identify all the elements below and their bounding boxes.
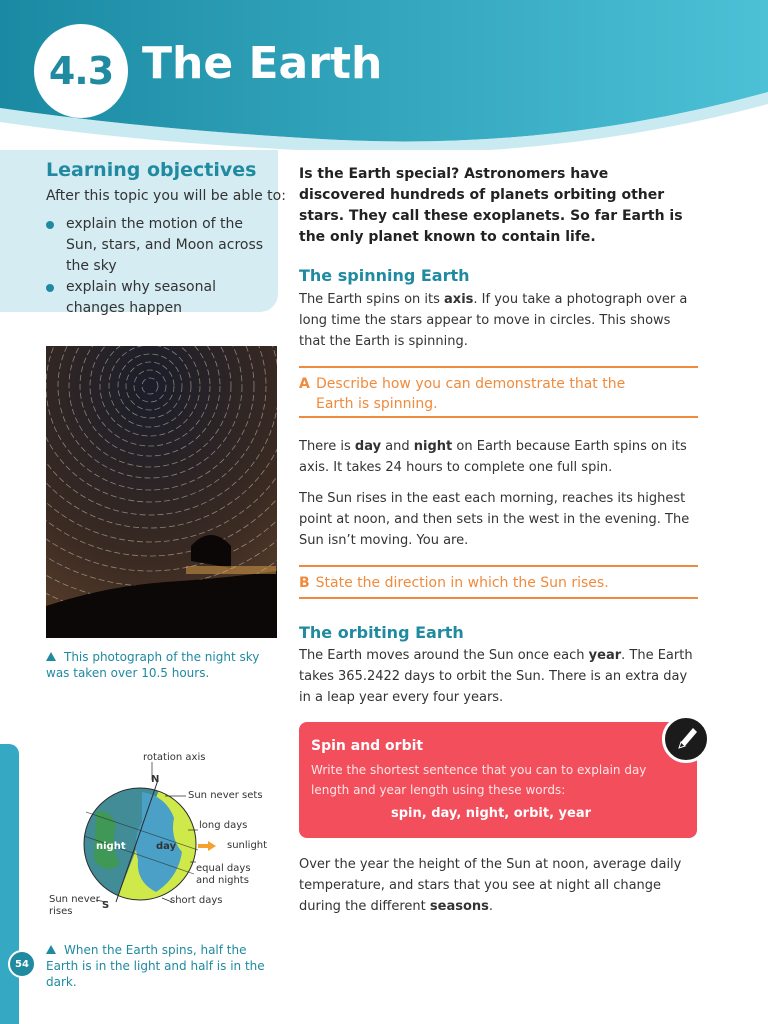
page-number: 54 (8, 950, 36, 978)
objectives-list (46, 214, 271, 319)
label-equal-days: equal days and nights (196, 863, 251, 886)
spinning-heading: The spinning Earth (299, 266, 470, 285)
question-b: B State the direction in which the Sun rises. (299, 565, 698, 599)
label-sun-never-rises: Sun never rises (49, 894, 100, 917)
label-sun-never-sets: Sun never sets (188, 790, 263, 801)
star-trails-image (46, 346, 277, 638)
objectives-title: Learning objectives (46, 159, 257, 181)
chapter-number: 4.3 (34, 24, 128, 118)
closing-paragraph: Over the year the height of the Sun at noon, average daily temperature, and stars that you see at night all change during the different seasons. (299, 857, 682, 914)
label-day: day (156, 841, 177, 852)
objectives-intro: After this topic you will be able to: (46, 188, 286, 204)
sunlight-arrow-icon (198, 841, 216, 851)
spinning-paragraph: The Earth spins on its axis. If you take a photograph over a long time the stars appear to move in circles. This shows that the Earth is spinning. (299, 292, 688, 349)
label-short-days: short days (170, 895, 223, 906)
activity-title: Spin and orbit (311, 738, 424, 754)
photo-caption: This photograph of the night sky was taken over 10.5 hours. (46, 650, 260, 680)
label-south: S (102, 900, 110, 911)
star-trails-photo (46, 346, 277, 638)
bullet-icon (46, 284, 54, 292)
activity-text: Write the shortest sentence that you can to explain day length and year length using these words: (311, 763, 647, 797)
day-night-paragraph: There is day and night on Earth because Earth spins on its axis. It takes 24 hours to complete one full spin. (299, 439, 687, 475)
objective-item: explain why seasonal changes happen (46, 277, 271, 319)
label-long-days: long days (199, 820, 248, 831)
pencil-icon (662, 715, 710, 763)
pencil-glyph (665, 718, 707, 760)
intro-text: Is the Earth special? Astronomers have discovered hundreds of planets orbiting other stars. They call these exoplanets. So far Earth is the only planet known to contain life. (299, 166, 683, 245)
page-title: The Earth (142, 38, 383, 89)
triangle-icon (46, 652, 56, 661)
objective-item: explain the motion of the Sun, stars, and Moon across the sky (46, 214, 271, 277)
label-night: night (96, 841, 126, 852)
question-a: A Describe how you can demonstrate that the Earth is spinning. (299, 366, 698, 418)
bullet-icon (46, 221, 54, 229)
label-north: N (151, 774, 160, 785)
sunrise-paragraph: The Sun rises in the east each morning, reaches its highest point at noon, and then sets in the west in the evening. The Sun isn’t moving. You are. (299, 491, 690, 548)
label-rotation-axis: rotation axis (143, 752, 206, 763)
orbiting-paragraph: The Earth moves around the Sun once each year. The Earth takes 365.2422 days to orbit the Sun. There is an extra day in a leap year every four years. (299, 648, 693, 705)
label-sunlight: sunlight (227, 840, 268, 851)
activity-words: spin, day, night, orbit, year (390, 806, 592, 821)
triangle-icon (46, 945, 56, 954)
orbiting-heading: The orbiting Earth (299, 623, 464, 642)
page-edge-strip (0, 744, 19, 1024)
diagram-caption: When the Earth spins, half the Earth is in the light and half is in the dark. (46, 943, 265, 989)
